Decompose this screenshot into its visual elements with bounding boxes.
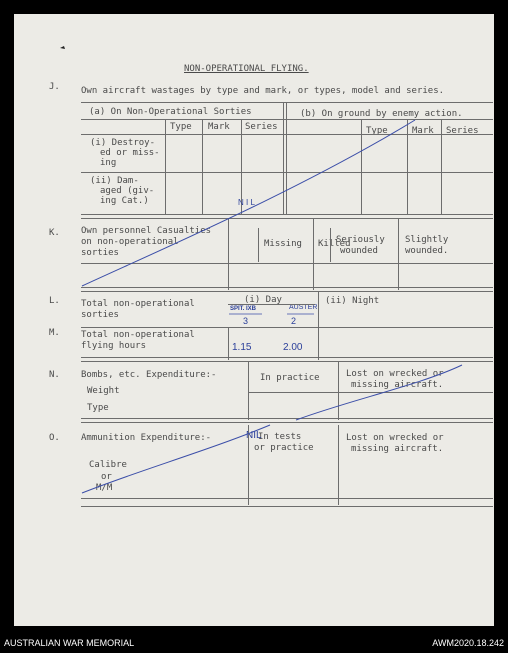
k-seriously-1: Seriously: [336, 235, 385, 245]
j-hw-nil: N I L: [238, 198, 255, 207]
n-lost-1: Lost on wrecked or: [346, 369, 444, 379]
k-slightly-1: Slightly: [405, 235, 449, 245]
j-col-mark-a: Mark: [208, 122, 230, 132]
n-type: Type: [87, 403, 109, 413]
n-weight: Weight: [87, 386, 120, 396]
o-in-tests-1: In tests: [258, 432, 302, 442]
j-row2-line3: ing Cat.): [100, 196, 149, 206]
j-col-type-b: Type: [366, 126, 388, 136]
j-col-type-a: Type: [170, 122, 192, 132]
section-letter-m: M.: [49, 328, 60, 338]
m-label-line1: Total non-operational: [81, 330, 195, 340]
k-missing: Missing: [264, 239, 302, 249]
l-day: (i) Day: [244, 295, 282, 305]
o-lost-1: Lost on wrecked or: [346, 433, 444, 443]
j-b-label: (b) On ground by enemy action.: [300, 109, 463, 119]
section-j-heading: Own aircraft wastages by type and mark, or types, model and series.: [81, 86, 445, 96]
section-letter-o: O.: [49, 433, 60, 443]
footer-left: AUSTRALIAN WAR MEMORIAL: [4, 638, 135, 648]
l-label-line2: sorties: [81, 310, 119, 320]
k-label-line3: sorties: [81, 248, 119, 258]
section-letter-l: L.: [49, 296, 60, 306]
k-label-line1: Own personnel Casualties: [81, 226, 212, 236]
o-mm: M/M: [96, 483, 113, 493]
l-night: (ii) Night: [325, 296, 380, 306]
m-hw-2: 2.00: [283, 342, 303, 353]
o-calibre: Calibre: [89, 460, 127, 470]
o-hw-nil: NIL: [246, 430, 262, 441]
m-label-line2: flying hours: [81, 341, 147, 351]
j-row2-line2: aged (giv-: [100, 186, 155, 196]
l-hw-2: 2: [291, 316, 297, 326]
o-in-tests-2: or practice: [254, 443, 314, 453]
o-or: or: [101, 472, 112, 482]
n-label: Bombs, etc. Expenditure:-: [81, 370, 217, 380]
n-in-practice: In practice: [260, 373, 320, 383]
j-row1-line1: (i) Destroy-: [90, 138, 156, 148]
j-a-label: (a) On Non-Operational Sorties: [89, 107, 252, 117]
o-lost-2: missing aircraft.: [351, 444, 444, 454]
j-row2-line1: (ii) Dam-: [90, 176, 139, 186]
j-row1-line2: ed or miss-: [100, 148, 160, 158]
page-title: NON-OPERATIONAL FLYING.: [184, 64, 309, 74]
footer-right: AWM2020.18.242: [432, 638, 504, 648]
j-col-series-b: Series: [446, 126, 479, 136]
m-hw-1: 1.15: [232, 342, 252, 353]
l-hw-3: 3: [243, 316, 249, 326]
l-hw-spit: SPIT. IXB: [230, 306, 257, 312]
k-killed: Killed: [318, 239, 351, 249]
j-col-mark-b: Mark: [412, 126, 434, 136]
k-seriously-2: wounded: [340, 246, 378, 256]
j-col-series-a: Series: [245, 122, 278, 132]
section-letter-k: K.: [49, 228, 60, 238]
k-label-line2: on non-operational: [81, 237, 179, 247]
l-hw-auster: AUSTER: [289, 304, 318, 311]
section-letter-n: N.: [49, 370, 60, 380]
o-label: Ammunition Expenditure:-: [81, 433, 212, 443]
n-lost-2: missing aircraft.: [351, 380, 444, 390]
k-slightly-2: wounded.: [405, 246, 449, 256]
j-row1-line3: ing: [100, 158, 117, 168]
section-letter-j: J.: [49, 82, 60, 92]
l-label-line1: Total non-operational: [81, 299, 195, 309]
